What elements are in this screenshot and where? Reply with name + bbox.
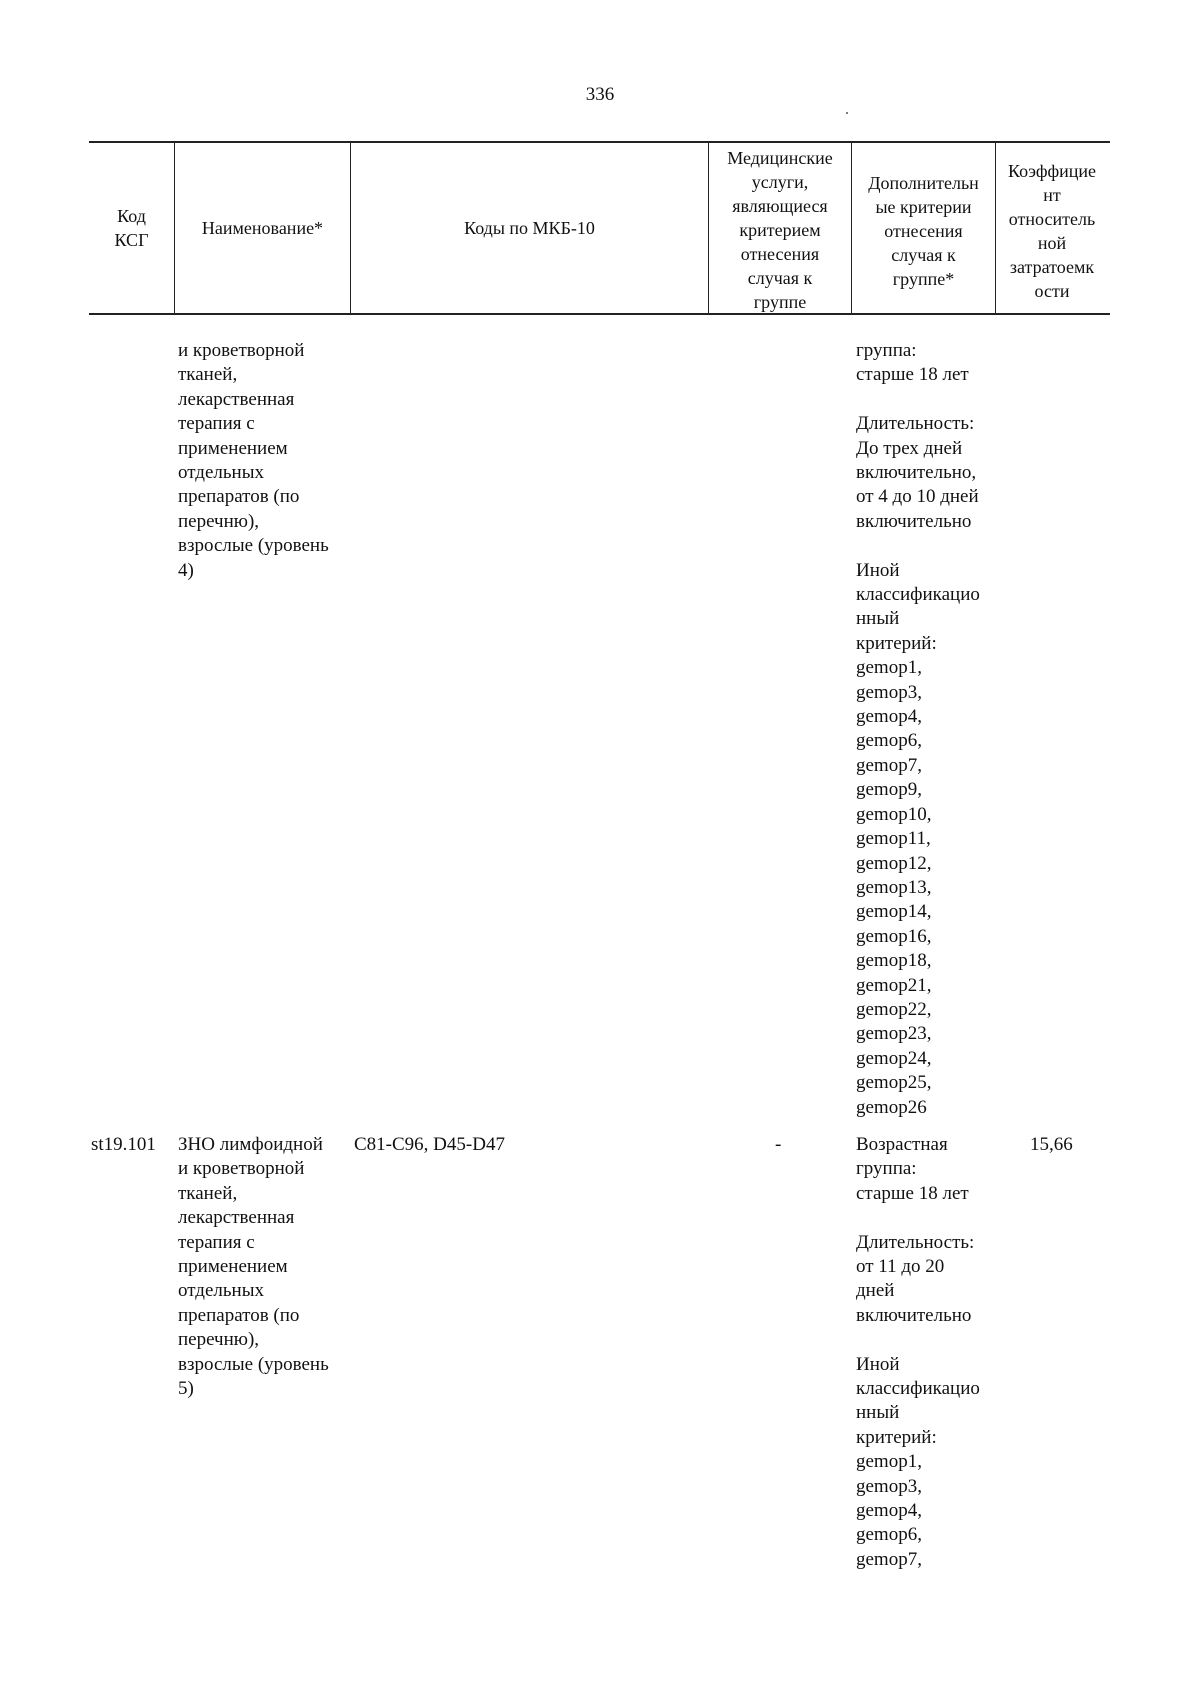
scan-speck	[846, 112, 848, 114]
row-code: st19.101	[91, 1134, 156, 1155]
header-services: Медицинские услуги, являющиеся критерием отнесения случая к группе	[727, 148, 833, 312]
header-name: Наименование*	[201, 218, 324, 238]
continued-criteria	[856, 339, 996, 1120]
header-top-rule	[89, 141, 1110, 143]
continued-classification-criterion: Иной классификацио нный критерий: gemop1, gemop3, gemop4, gemop6, gemop7, gemop9, gemop10, gemop11, gemop12, gemop13, gemop14, gemop16, gemop18, gemop21, gemop22, gemop23, gemop24, gemop25, gemop26	[856, 559, 980, 1118]
continued-duration-criterion: Длительность: До трех дней включительно, от 4 до 10 дней включительно	[856, 413, 979, 532]
row-mkb-codes: C81-C96, D45-D47	[354, 1134, 505, 1155]
row-classification-criterion: Иной классификацио нный критерий: gemop1, gemop3, gemop4, gemop6, gemop7,	[856, 1353, 980, 1570]
continued-age-criterion: группа: старше 18 лет	[856, 340, 969, 386]
row-coefficient: 15,66	[1030, 1134, 1073, 1155]
header-bottom-rule	[89, 313, 1110, 315]
header-criteria: Дополнительн ые критерии отнесения случая к группе*	[868, 173, 979, 289]
row-duration-criterion: Длительность: от 11 до 20 дней включительно	[856, 1231, 975, 1326]
header-coef: Коэффицие нт относитель ной затратоемк ости	[1007, 161, 1097, 301]
row-name: ЗНО лимфоидной и кроветворной тканей, лекарственная терапия с применением отдельных препаратов (по перечню), взрослые (уровень 5)	[178, 1134, 329, 1400]
page-number: 336	[585, 84, 615, 105]
row-criteria	[856, 1133, 996, 1572]
header-code: Код КСГ	[114, 206, 149, 250]
row-age-criterion: Возрастная группа: старше 18 лет	[856, 1134, 969, 1204]
row-services: -	[775, 1134, 782, 1155]
header-mkb: Коды по МКБ-10	[464, 218, 595, 238]
continued-name: и кроветворной тканей, лекарственная терапия с применением отдельных препаратов (по перечню), взрослые (уровень 4)	[178, 340, 329, 581]
